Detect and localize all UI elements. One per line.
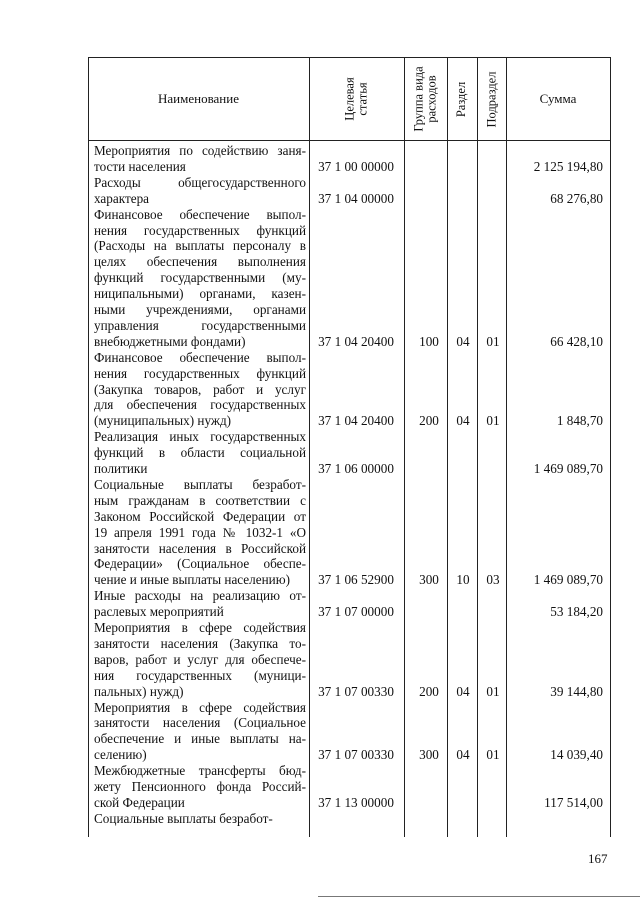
row-name-line: 19 апреля 1991 года № 1032-1 «О <box>94 524 306 540</box>
row-name-line: занятости населения (Социальное <box>94 715 306 731</box>
row-name <box>94 620 306 700</box>
row-name <box>94 700 306 764</box>
header-group: Группа вида расходов <box>411 66 439 132</box>
row-group: 300 <box>419 747 439 763</box>
row-name-line: Федерации» (Социальное обеспе- <box>94 556 306 572</box>
row-group: 100 <box>419 333 439 349</box>
row-section: 04 <box>456 747 470 763</box>
row-name-line: нения государственных функций <box>94 365 306 381</box>
row-name <box>94 477 306 588</box>
row-name-line: селению) <box>94 747 147 763</box>
row-name-line: Законом Российской Федерации от <box>94 508 306 524</box>
row-section: 04 <box>456 333 470 349</box>
row-name-line: занятости населения (Закупка то- <box>94 635 306 651</box>
row-sum: 1 848,70 <box>556 413 603 429</box>
row-code: 37 1 04 20400 <box>318 333 394 349</box>
row-code: 37 1 07 00000 <box>318 604 394 620</box>
row-name-line: варов, работ и услуг для обеспече- <box>94 651 306 667</box>
row-name-line: Финансовое обеспечение выпол- <box>94 349 306 365</box>
row-name-line: занятости населения в Российской <box>94 540 306 556</box>
row-name <box>94 207 306 350</box>
row-sum: 14 039,40 <box>550 747 603 763</box>
header-code-cell <box>309 57 404 141</box>
row-name-line: Реализация иных государственных <box>94 429 306 445</box>
row-subsection: 01 <box>486 747 500 763</box>
table-row <box>0 429 640 477</box>
row-name-line: Мероприятия в сфере содействия <box>94 620 306 635</box>
row-name-line: Иные расходы на реализацию от- <box>94 588 306 604</box>
row-code: 37 1 00 00000 <box>318 158 394 174</box>
row-name-line: внебюджетными фондами) <box>94 333 246 349</box>
row-sum: 53 184,20 <box>550 604 603 620</box>
row-code: 37 1 13 00000 <box>318 794 394 810</box>
row-subsection: 03 <box>486 572 500 588</box>
row-name-line: Мероприятия в сфере содействия <box>94 699 306 715</box>
row-name <box>94 429 306 477</box>
header-subsection: Подраздел <box>484 71 498 127</box>
row-name <box>94 763 306 811</box>
row-subsection: 01 <box>486 413 500 429</box>
row-sum: 39 144,80 <box>550 683 603 699</box>
row-name-line: ными учреждениями, органами <box>94 302 306 318</box>
row-sum: 1 469 089,70 <box>533 460 603 476</box>
row-name-line: ниципальными) органами, казен- <box>94 286 306 302</box>
page-number: 167 <box>588 851 608 866</box>
row-sum: 2 125 194,80 <box>533 158 603 174</box>
row-name-line: Межбюджетные трансферты бюд- <box>94 763 306 779</box>
row-name-line: пальных) нужд) <box>94 683 184 699</box>
row-name-line: функций государственными (му- <box>94 270 306 286</box>
row-name-line: (Закупка товаров, работ и услуг <box>94 381 306 397</box>
row-name-line: Социальные выплаты безработ- <box>94 476 306 492</box>
row-code: 37 1 07 00330 <box>318 683 394 699</box>
row-name-line: функций в области социальной <box>94 445 306 461</box>
table-row <box>0 620 640 700</box>
row-code: 37 1 04 20400 <box>318 413 394 429</box>
row-section: 04 <box>456 683 470 699</box>
table-row <box>0 763 640 811</box>
row-name-line: ской Федерации <box>94 794 185 810</box>
row-code: 37 1 06 00000 <box>318 460 394 476</box>
row-sum: 117 514,00 <box>544 794 603 810</box>
table-row <box>0 350 640 430</box>
header-group-cell <box>404 57 447 141</box>
bottom-rule <box>318 896 640 897</box>
row-name-line: раслевых мероприятий <box>94 604 224 620</box>
header-sum-cell <box>506 57 610 141</box>
table-row <box>0 207 640 350</box>
row-name <box>94 143 306 175</box>
row-subsection: 01 <box>486 683 500 699</box>
row-name-line: жету Пенсионного фонда Россий- <box>94 779 306 794</box>
table-row <box>0 588 640 620</box>
row-sum: 1 469 089,70 <box>533 572 603 588</box>
header-name: Наименование <box>158 91 239 106</box>
table-row <box>0 700 640 764</box>
row-name-line: (муниципальных) нужд) <box>94 413 232 429</box>
header-subsection-cell <box>477 57 506 141</box>
header-sum: Сумма <box>539 91 577 106</box>
header-section: Раздел <box>454 81 469 117</box>
row-name <box>94 811 306 827</box>
row-name-line: Финансовое обеспечение выпол- <box>94 206 306 222</box>
row-section: 10 <box>456 572 470 588</box>
table-row <box>0 143 640 175</box>
table-row <box>0 811 640 827</box>
header-section-cell <box>447 57 477 141</box>
row-name-line: управления государственными <box>94 317 306 333</box>
row-name-line: ным гражданам в соответствии с <box>94 492 306 508</box>
table-row <box>0 175 640 207</box>
header-code: Целевая статья <box>342 77 370 121</box>
row-name-line: тости населения <box>94 158 186 174</box>
row-code: 37 1 06 52900 <box>318 572 394 588</box>
row-name-line: нения государственных функций <box>94 222 306 238</box>
row-group: 200 <box>419 413 439 429</box>
row-name-line: (Расходы на выплаты персоналу в <box>94 238 306 254</box>
table-row <box>0 477 640 588</box>
row-name-line: Социальные выплаты безработ- <box>94 810 273 826</box>
row-name-line: Мероприятия по содействию заня- <box>94 143 306 158</box>
row-group: 300 <box>419 572 439 588</box>
row-code: 37 1 04 00000 <box>318 190 394 206</box>
row-sum: 66 428,10 <box>550 333 603 349</box>
row-name-line: характера <box>94 190 150 206</box>
row-name-line: ния государственных (муници- <box>94 667 306 683</box>
row-section: 04 <box>456 413 470 429</box>
row-name-line: для обеспечения государственных <box>94 397 306 413</box>
row-name-line: Расходы общегосударственного <box>94 174 306 190</box>
row-name <box>94 350 306 430</box>
row-group: 200 <box>419 683 439 699</box>
row-name-line: целях обеспечения выполнения <box>94 254 306 270</box>
header-name-cell <box>88 57 309 141</box>
row-name <box>94 175 306 207</box>
row-sum: 68 276,80 <box>550 190 603 206</box>
row-name-line: чение и иные выплаты населению) <box>94 572 290 588</box>
row-code: 37 1 07 00330 <box>318 747 394 763</box>
row-name <box>94 588 306 620</box>
row-subsection: 01 <box>486 333 500 349</box>
row-name-line: обеспечение и иные выплаты на- <box>94 731 306 747</box>
row-name-line: политики <box>94 461 148 476</box>
